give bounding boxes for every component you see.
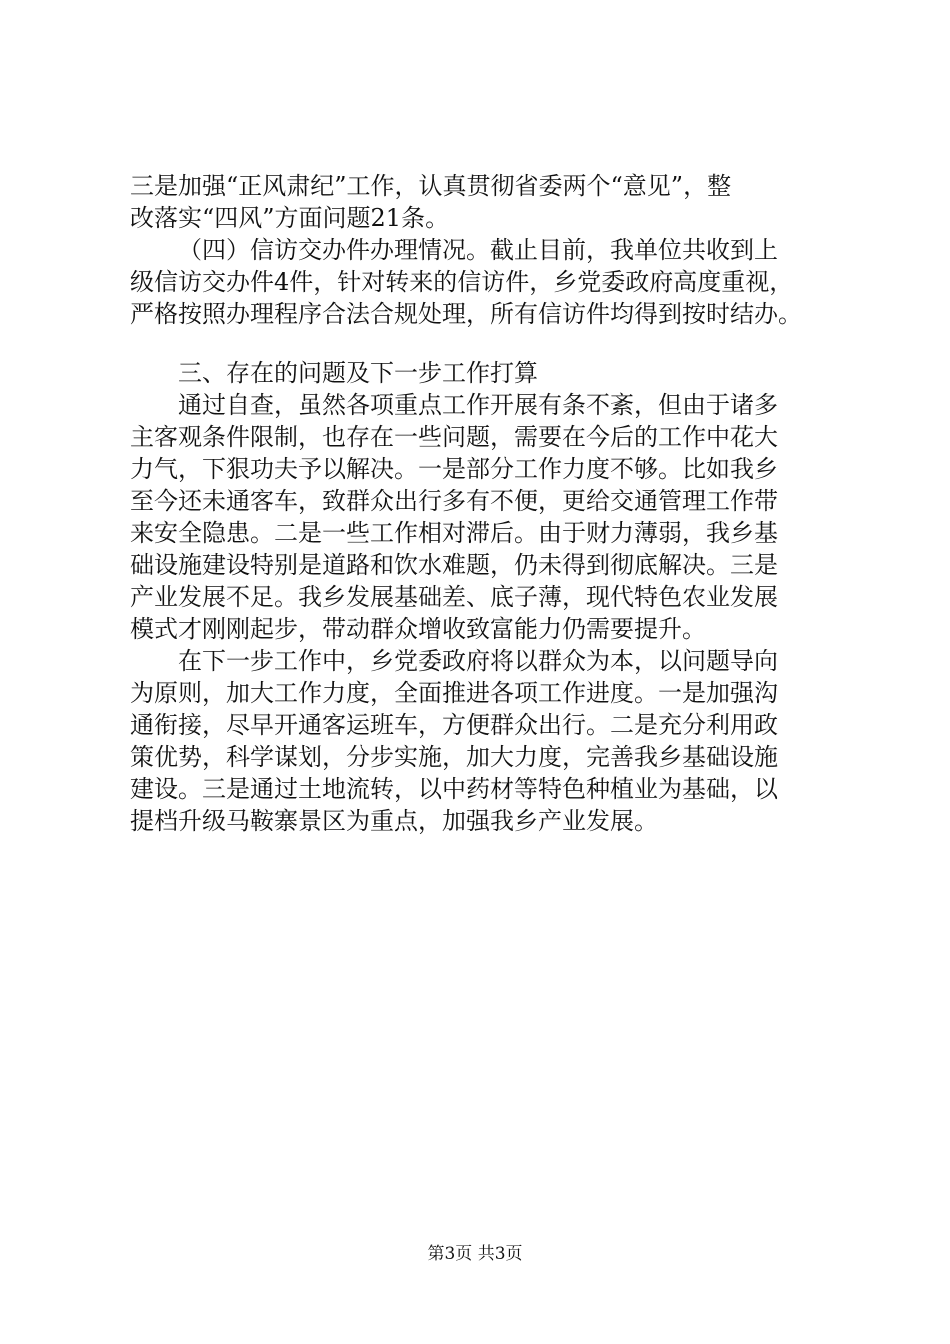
- paragraph-spacer: [130, 330, 830, 357]
- text-line: 来安全隐患。二是一些工作相对滞后。由于财力薄弱，我乡基: [130, 519, 778, 547]
- text-line: 至今还未通客车，致群众出行多有不便，更给交通管理工作带: [130, 487, 778, 515]
- text-line: 模式才刚刚起步，带动群众增收致富能力仍需要提升。: [130, 615, 706, 643]
- text-line: 三是加强“正风肃纪”工作，认真贯彻省委两个“意见”，整: [130, 172, 732, 200]
- text-line: 通过自查，虽然各项重点工作开展有条不紊，但由于诸多: [178, 391, 778, 419]
- text-line: 产业发展不足。我乡发展基础差、底子薄，现代特色农业发展: [130, 583, 778, 611]
- paragraph-section-3-continuation: [130, 170, 830, 234]
- text-line: 为原则，加大工作力度，全面推进各项工作进度。一是加强沟: [130, 679, 778, 707]
- text-line: 策优势，科学谋划，分步实施，加大力度，完善我乡基础设施: [130, 743, 778, 771]
- text-line: 力气，下狠功夫予以解决。一是部分工作力度不够。比如我乡: [130, 455, 778, 483]
- text-line: （四）信访交办件办理情况。截止目前，我单位共收到上: [178, 236, 778, 264]
- text-line: 建设。三是通过土地流转，以中药材等特色种植业为基础，以: [130, 775, 778, 803]
- text-line: 级信访交办件4件，针对转来的信访件，乡党委政府高度重视，: [130, 268, 794, 296]
- text-line: 通衔接，尽早开通客运班车，方便群众出行。二是充分利用政: [130, 711, 778, 739]
- text-line: 主客观条件限制，也存在一些问题，需要在今后的工作中花大: [130, 423, 778, 451]
- text-line: 提档升级马鞍寨景区为重点，加强我乡产业发展。: [130, 807, 658, 835]
- page-number-label: 第3页 共3页: [427, 1244, 523, 1264]
- paragraph-item-4-letters-and-visits: [130, 234, 830, 330]
- text-line: 改落实“四风”方面问题21条。: [130, 204, 450, 232]
- section-heading: 三、存在的问题及下一步工作打算: [178, 359, 538, 387]
- text-line: 严格按照办理程序合法合规处理，所有信访件均得到按时结办。: [130, 300, 802, 328]
- document-body: [130, 170, 830, 837]
- paragraph-problems: [130, 389, 830, 645]
- paragraph-next-steps: [130, 645, 830, 837]
- page-footer: [0, 1243, 950, 1265]
- text-line: 在下一步工作中，乡党委政府将以群众为本，以问题导向: [178, 647, 778, 675]
- text-line: 础设施建设特别是道路和饮水难题，仍未得到彻底解决。三是: [130, 551, 778, 579]
